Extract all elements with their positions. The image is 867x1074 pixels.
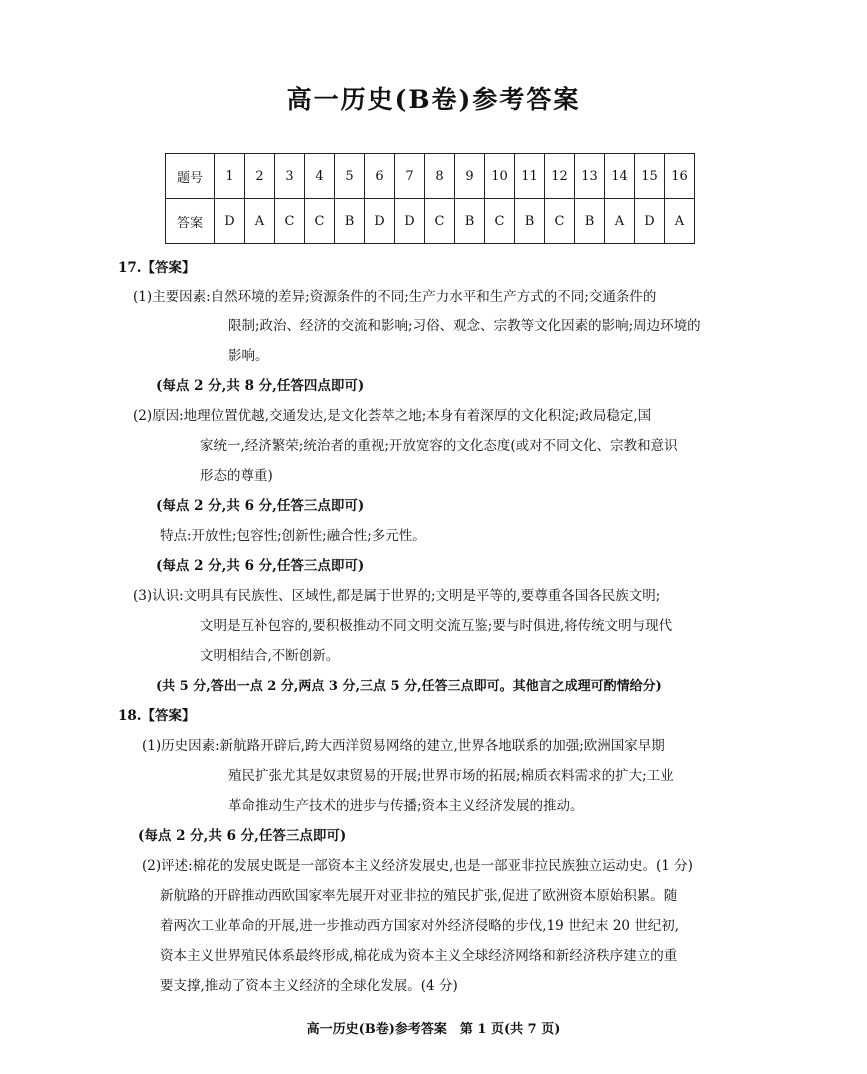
answer-cell: B [455,199,485,244]
q17-p2-line: 家统一,经济繁荣;统治者的重视;开放宽容的文化态度(或对不同文化、宗教和意识 [200,438,678,454]
question-number: 14 [605,154,635,199]
question-number: 7 [395,154,425,199]
answer-cell: D [365,199,395,244]
question-number: 9 [455,154,485,199]
question-number: 10 [485,154,515,199]
answer-cell: C [425,199,455,244]
answer-cell: D [635,199,665,244]
q17-p1-line: 限制;政治、经济的交流和影响;习俗、观念、宗教等文化因素的影响;周边环境的 [228,318,701,334]
answer-row [166,199,695,244]
question-number: 1 [215,154,245,199]
question-number: 4 [305,154,335,199]
question-number: 6 [365,154,395,199]
answer-table [165,153,695,244]
q17-p3-line: 文明是互补包容的,要积极推动不同文明交流互鉴;要与时俱进,将传统文明与现代 [200,618,673,634]
answer-cell: D [395,199,425,244]
answer-cell: D [215,199,245,244]
answer-cell: B [515,199,545,244]
number-row [166,154,695,199]
q17-p1-score: (每点 2 分,共 8 分,任答四点即可) [156,378,365,394]
q17-p2-feature: 特点:开放性;包容性;创新性;融合性;多元性。 [160,528,426,544]
q17-p2-line: (2)原因:地理位置优越,交通发达,是文化荟萃之地;本身有着深厚的文化积淀;政局稳定,国 [133,408,652,424]
q17-heading: 17.【答案】 [118,260,196,276]
question-number: 12 [545,154,575,199]
q18-p1-score: (每点 2 分,共 6 分,任答三点即可) [138,828,347,844]
number-row-label: 题号 [166,154,215,199]
answer-cell: A [605,199,635,244]
question-number: 16 [665,154,695,199]
q17-p1-line: 影响。 [228,348,269,364]
q18-p2-line: 着两次工业革命的开展,进一步推动西方国家对外经济侵略的步伐,19 世纪末 20 世纪初, [160,918,680,934]
answer-cell: C [545,199,575,244]
q17-p2-feature-score: (每点 2 分,共 6 分,任答三点即可) [156,558,365,574]
question-number: 15 [635,154,665,199]
answer-cell: C [305,199,335,244]
answer-cell: A [245,199,275,244]
q17-p2-line: 形态的尊重) [200,468,273,484]
q18-p1-line: (1)历史因素:新航路开辟后,跨大西洋贸易网络的建立,世界各地联系的加强;欧洲国家早期 [142,738,665,754]
q18-p1-line: 殖民扩张尤其是奴隶贸易的开展;世界市场的拓展;棉质衣料需求的扩大;工业 [228,768,674,784]
q17-p3-line: (3)认识:文明具有民族性、区域性,都是属于世界的;文明是平等的,要尊重各国各民族文明; [133,588,661,604]
q18-p1-line: 革命推动生产技术的进步与传播;资本主义经济发展的推动。 [228,798,584,814]
q18-p2-line: 新航路的开辟推动西欧国家率先展开对亚非拉的殖民扩张,促进了欧洲资本原始积累。随 [160,888,678,904]
q18-p2-line: (2)评述:棉花的发展史既是一部资本主义经济发展史,也是一部亚非拉民族独立运动史。(1 分) [142,858,693,874]
question-number: 2 [245,154,275,199]
question-number: 5 [335,154,365,199]
question-number: 13 [575,154,605,199]
q17-p3-line: 文明相结合,不断创新。 [200,648,340,664]
q17-p2-score: (每点 2 分,共 6 分,任答三点即可) [156,498,365,514]
q17-p1-line: (1)主要因素:自然环境的差异;资源条件的不同;生产力水平和生产方式的不同;交通条件的 [133,289,657,305]
question-number: 11 [515,154,545,199]
answer-row-label: 答案 [166,199,215,244]
question-number: 3 [275,154,305,199]
q18-p2-line: 资本主义世界殖民体系最终形成,棉花成为资本主义全球经济网络和新经济秩序建立的重 [160,948,678,964]
page-footer: 高一历史(B卷)参考答案 第 1 页(共 7 页) [306,1022,561,1037]
answer-cell: C [485,199,515,244]
answer-cell: B [335,199,365,244]
answer-cell: C [275,199,305,244]
q18-heading: 18.【答案】 [118,708,196,724]
answer-cell: A [665,199,695,244]
page-title: 高一历史(B卷)参考答案 [286,85,581,114]
question-number: 8 [425,154,455,199]
answer-cell: B [575,199,605,244]
q18-p2-line: 要支撑,推动了资本主义经济的全球化发展。(4 分) [160,978,458,994]
q17-p3-score: (共 5 分,答出一点 2 分,两点 3 分,三点 5 分,任答三点即可。其他言之成理可酌情给分) [156,679,662,694]
